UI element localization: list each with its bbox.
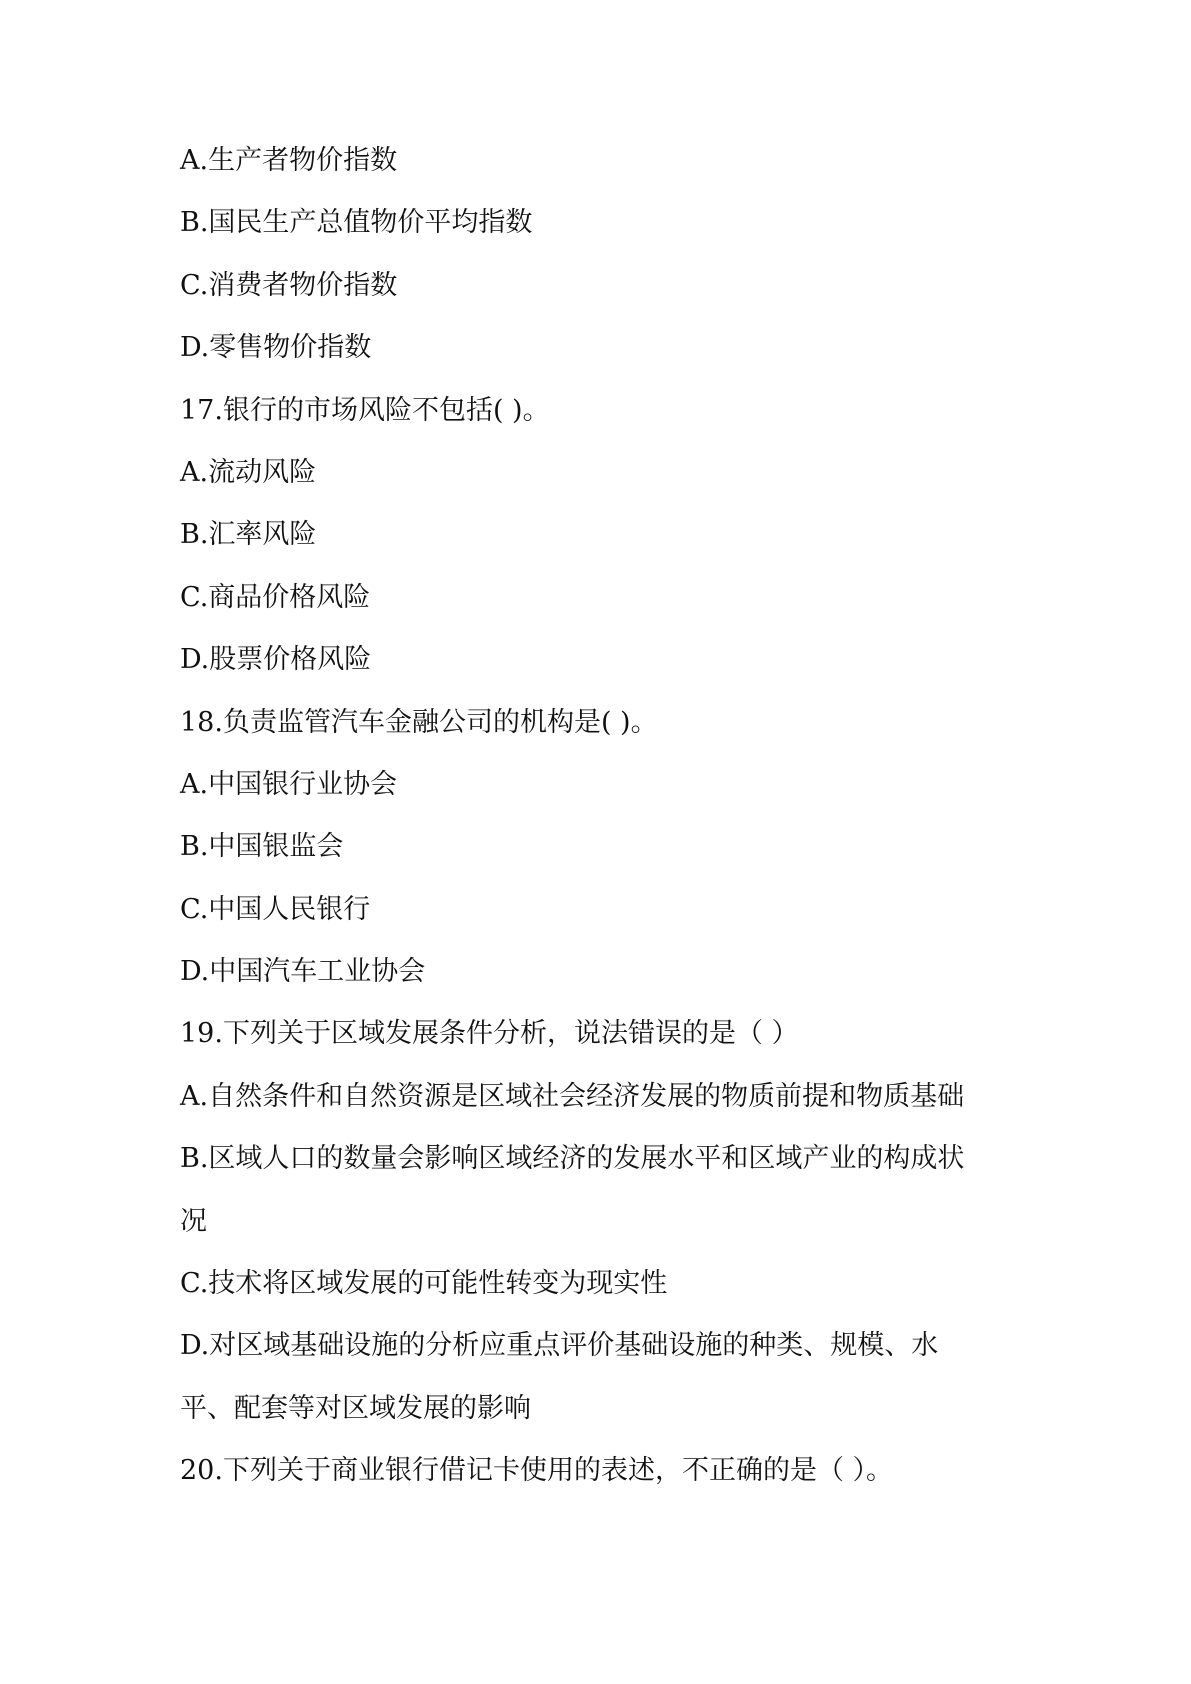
question-17-option-b: B.汇率风险 [180,519,317,551]
option-b-gnp-deflator: B.国民生产总值物价平均指数 [180,207,533,239]
question-19-option-b: B.区域人口的数量会影响区域经济的发展水平和区域产业的构成状 [180,1143,965,1175]
question-17: 17.银行的市场风险不包括( )。 [180,394,550,426]
question-18-option-c: C.中国人民银行 [180,893,371,925]
question-20: 20.下列关于商业银行借记卡使用的表述，不正确的是（ ）。 [180,1455,894,1487]
question-17-option-a: A.流动风险 [180,456,317,488]
question-19: 19.下列关于区域发展条件分析，说法错误的是（ ） [180,1018,799,1050]
question-19-option-b-continued: 况 [180,1205,207,1237]
question-19-option-d-continued: 平、配套等对区域发展的影响 [180,1392,531,1424]
question-19-option-c: C.技术将区域发展的可能性转变为现实性 [180,1268,668,1300]
question-18-option-d: D.中国汽车工业协会 [180,956,426,988]
option-d-retail-price-index: D.零售物价指数 [180,332,372,364]
question-19-option-a: A.自然条件和自然资源是区域社会经济发展的物质前提和物质基础 [180,1080,965,1112]
question-19-option-d: D.对区域基础设施的分析应重点评价基础设施的种类、规模、水 [180,1330,939,1362]
question-18-option-b: B.中国银监会 [180,831,344,863]
question-18: 18.负责监管汽车金融公司的机构是( )。 [180,706,658,738]
question-18-option-a: A.中国银行业协会 [180,768,398,800]
question-17-option-d: D.股票价格风险 [180,644,372,676]
question-17-option-c: C.商品价格风险 [180,581,371,613]
option-c-consumer-price-index: C.消费者物价指数 [180,269,398,301]
option-a-producer-price-index: A.生产者物价指数 [180,145,398,176]
document-body [180,145,1010,1521]
